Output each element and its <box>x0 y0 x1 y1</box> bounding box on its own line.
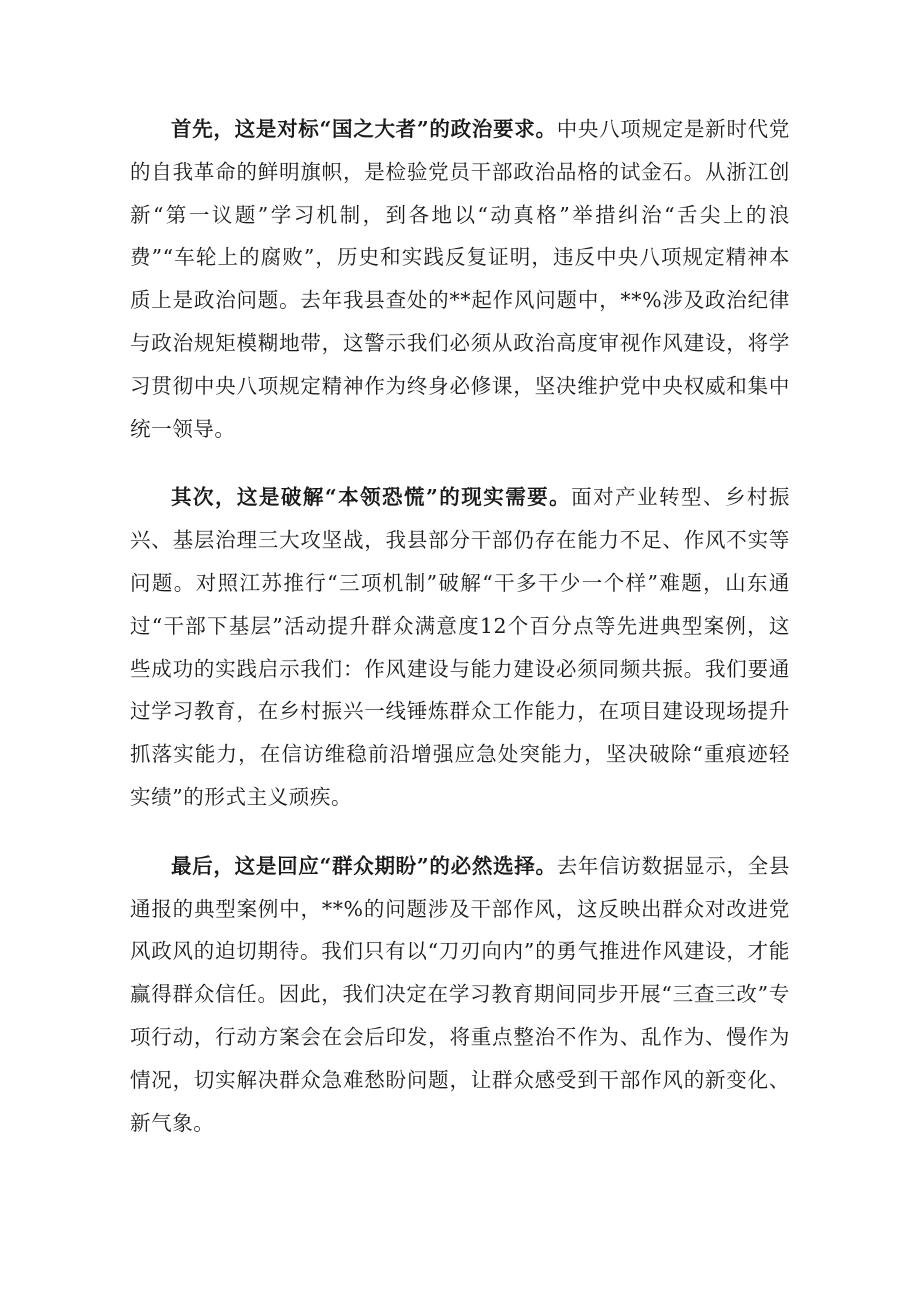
paragraph-lead: 首先，这是对标“国之大者”的政治要求。 <box>171 117 557 141</box>
paragraph-third <box>130 845 790 1145</box>
paragraph-lead: 其次，这是破解“本领恐慌”的现实需要。 <box>171 485 572 510</box>
paragraph-body: 中央八项规定是新时代党的自我革命的鲜明旗帜，是检验党员干部政治品格的试金石。从浙江创新“第一议题”学习机制，到各地以“动真格”举措纠治“舌尖上的浪费”“车轮上的腐败”，历史和实践反复证明，违反中央八项规定精神本质上是政治问题。去年我县查处的**起作风问题中，**%涉及政治纪律与政治规矩模糊地带，这警示我们必须从政治高度审视作风建设，将学习贯彻中央八项规定精神作为终身必修课，坚决维护党中央权威和集中统一领导。 <box>130 117 790 441</box>
paragraph-body: 面对产业转型、乡村振兴、基层治理三大攻坚战，我县部分干部仍存在能力不足、作风不实等问题。对照江苏推行“三项机制”破解“干多干少一个样”难题，山东通过“干部下基层”活动提升群众满意度12个百分点等先进典型案例，这些成功的实践启示我们：作风建设与能力建设必须同频共振。我们要通过学习教育，在乡村振兴一线锤炼群众工作能力，在项目建设现场提升抓落实能力，在信访维稳前沿增强应急处突能力，坚决破除“重痕迹轻实绩”的形式主义顽疾。 <box>130 485 791 809</box>
document-body <box>130 108 790 1170</box>
paragraph-body: 去年信访数据显示，全县通报的典型案例中，**%的问题涉及干部作风，这反映出群众对改进党风政风的迫切期待。我们只有以“刀刃向内”的勇气推进作风建设，才能赢得群众信任。因此，我们决定在学习教育期间同步开展“三查三改”专项行动，行动方案会在会后印发，将重点整治不作为、乱作为、慢作为情况，切实解决群众急难愁盼问题，让群众感受到干部作风的新变化、新气象。 <box>130 853 790 1135</box>
paragraph-second <box>130 476 790 818</box>
paragraph-lead: 最后，这是回应“群众期盼”的必然选择。 <box>171 853 557 878</box>
paragraph-first <box>130 108 790 450</box>
